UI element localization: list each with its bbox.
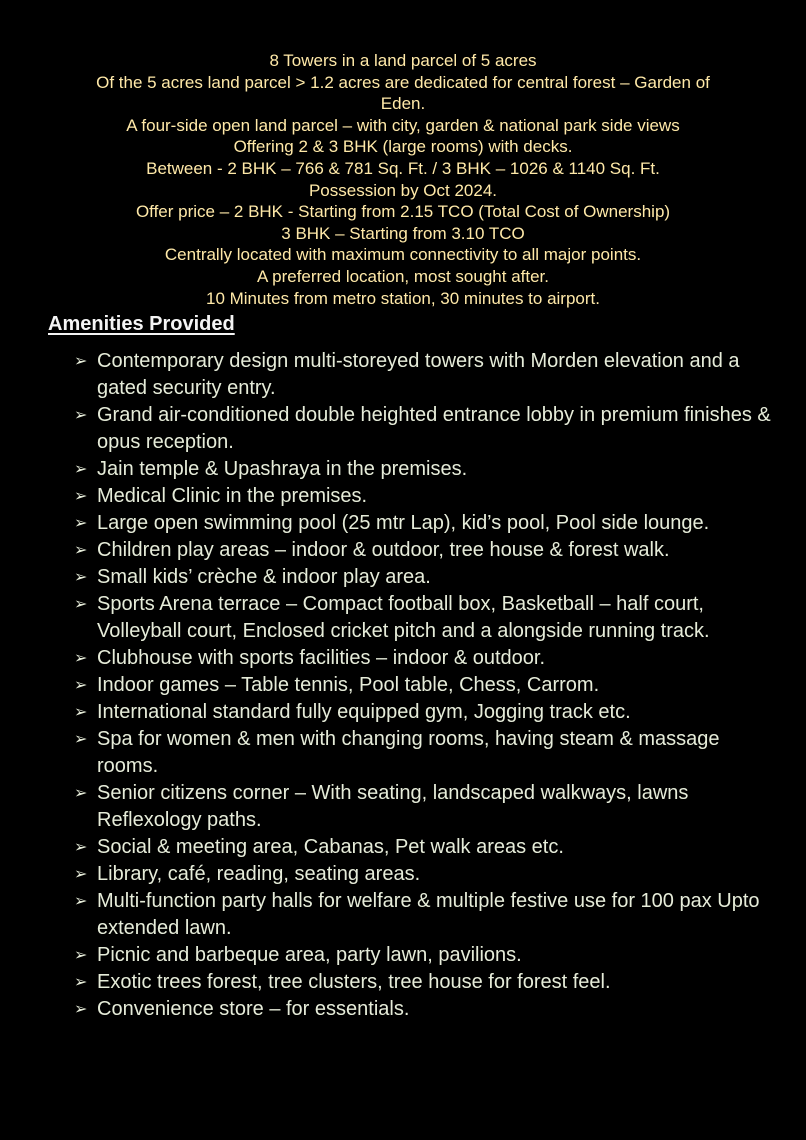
arrow-bullet-icon: ➢ [74,677,88,694]
highlight-line: A preferred location, most sought after. [257,266,549,286]
highlight-line: 8 Towers in a land parcel of 5 acres [269,51,537,70]
amenity-item [74,645,774,672]
amenity-text: Grand air-conditioned double heighted entrance lobby in premium finishes & opus reception. [97,404,771,453]
amenity-item [74,483,774,510]
amenity-text: Contemporary design multi-storeyed towers with Morden elevation and a gated security entry. [97,350,740,399]
arrow-bullet-icon: ➢ [74,353,88,370]
arrow-bullet-icon: ➢ [74,407,88,424]
arrow-bullet-icon: ➢ [74,569,88,586]
amenities-heading: Amenities Provided [48,313,235,335]
amenity-item [74,348,774,402]
highlight-line: 3 BHK – Starting from 3.10 TCO [281,223,525,243]
arrow-bullet-icon: ➢ [74,704,88,721]
highlight-line: Eden. [380,94,426,114]
amenity-item [74,726,774,780]
amenity-item [74,564,774,591]
amenity-text: Convenience store – for essentials. [97,998,410,1020]
highlight-line: Between - 2 BHK – 766 & 781 Sq. Ft. / 3 BHK – 1026 & 1140 Sq. Ft. [146,158,660,178]
amenity-text: Picnic and barbeque area, party lawn, pavilions. [97,944,522,966]
amenity-item [74,942,774,969]
arrow-bullet-icon: ➢ [74,785,88,802]
amenity-item [74,402,774,456]
amenity-text: Library, café, reading, seating areas. [97,863,421,885]
arrow-bullet-icon: ➢ [74,1001,88,1018]
amenity-text: Social & meeting area, Cabanas, Pet walk areas etc. [97,836,564,858]
highlight-line: 10 Minutes from metro station, 30 minutes to airport. [205,288,600,308]
amenity-item [74,672,774,699]
amenity-item [74,510,774,537]
arrow-bullet-icon: ➢ [74,731,88,748]
highlight-line: Offer price – 2 BHK - Starting from 2.15 TCO (Total Cost of Ownership) [135,202,671,222]
project-highlights [40,50,766,309]
amenity-text: Multi-function party halls for welfare & multiple festive use for 100 pax Upto extended lawn. [97,890,760,939]
amenity-item [74,456,774,483]
amenity-item [74,861,774,888]
arrow-bullet-icon: ➢ [74,596,88,613]
amenity-text: Spa for women & men with changing rooms, having steam & massage rooms. [97,728,720,777]
amenity-text: Medical Clinic in the premises. [97,485,368,507]
amenity-text: Exotic trees forest, tree clusters, tree house for forest feel. [97,971,611,993]
amenity-text: Sports Arena terrace – Compact football box, Basketball – half court, Volleyball court, Enclosed cricket pitch and a alongside running track. [97,593,710,642]
arrow-bullet-icon: ➢ [74,974,88,991]
amenity-text: Children play areas – indoor & outdoor, tree house & forest walk. [97,539,670,561]
amenities-list [74,348,774,1023]
amenity-item [74,969,774,996]
amenity-item [74,834,774,861]
amenity-text: Senior citizens corner – With seating, landscaped walkways, lawns Reflexology paths. [97,782,689,831]
amenity-text: Large open swimming pool (25 mtr Lap), kid’s pool, Pool side lounge. [97,512,710,534]
amenity-text: Small kids’ crèche & indoor play area. [97,566,431,588]
highlight-line: A four-side open land parcel – with city, garden & national park side views [126,115,680,135]
amenity-text: Jain temple & Upashraya in the premises. [97,458,468,480]
arrow-bullet-icon: ➢ [74,542,88,559]
arrow-bullet-icon: ➢ [74,839,88,856]
amenity-item [74,591,774,645]
arrow-bullet-icon: ➢ [74,866,88,883]
amenity-item [74,699,774,726]
arrow-bullet-icon: ➢ [74,488,88,505]
highlight-line: Of the 5 acres land parcel > 1.2 acres are dedicated for central forest – Garden of [96,72,710,92]
amenity-item [74,996,774,1023]
highlight-line: Possession by Oct 2024. [308,180,498,200]
highlight-line: Centrally located with maximum connectivity to all major points. [164,245,642,265]
arrow-bullet-icon: ➢ [74,947,88,964]
arrow-bullet-icon: ➢ [74,650,88,667]
arrow-bullet-icon: ➢ [74,515,88,532]
arrow-bullet-icon: ➢ [74,461,88,478]
amenity-text: Clubhouse with sports facilities – indoor & outdoor. [97,647,546,669]
amenity-text: Indoor games – Table tennis, Pool table, Chess, Carrom. [97,674,600,696]
amenity-item [74,537,774,564]
amenity-text: International standard fully equipped gym, Jogging track etc. [97,701,631,723]
amenity-item [74,780,774,834]
amenity-item [74,888,774,942]
arrow-bullet-icon: ➢ [74,893,88,910]
highlight-line: Offering 2 & 3 BHK (large rooms) with decks. [233,137,573,157]
